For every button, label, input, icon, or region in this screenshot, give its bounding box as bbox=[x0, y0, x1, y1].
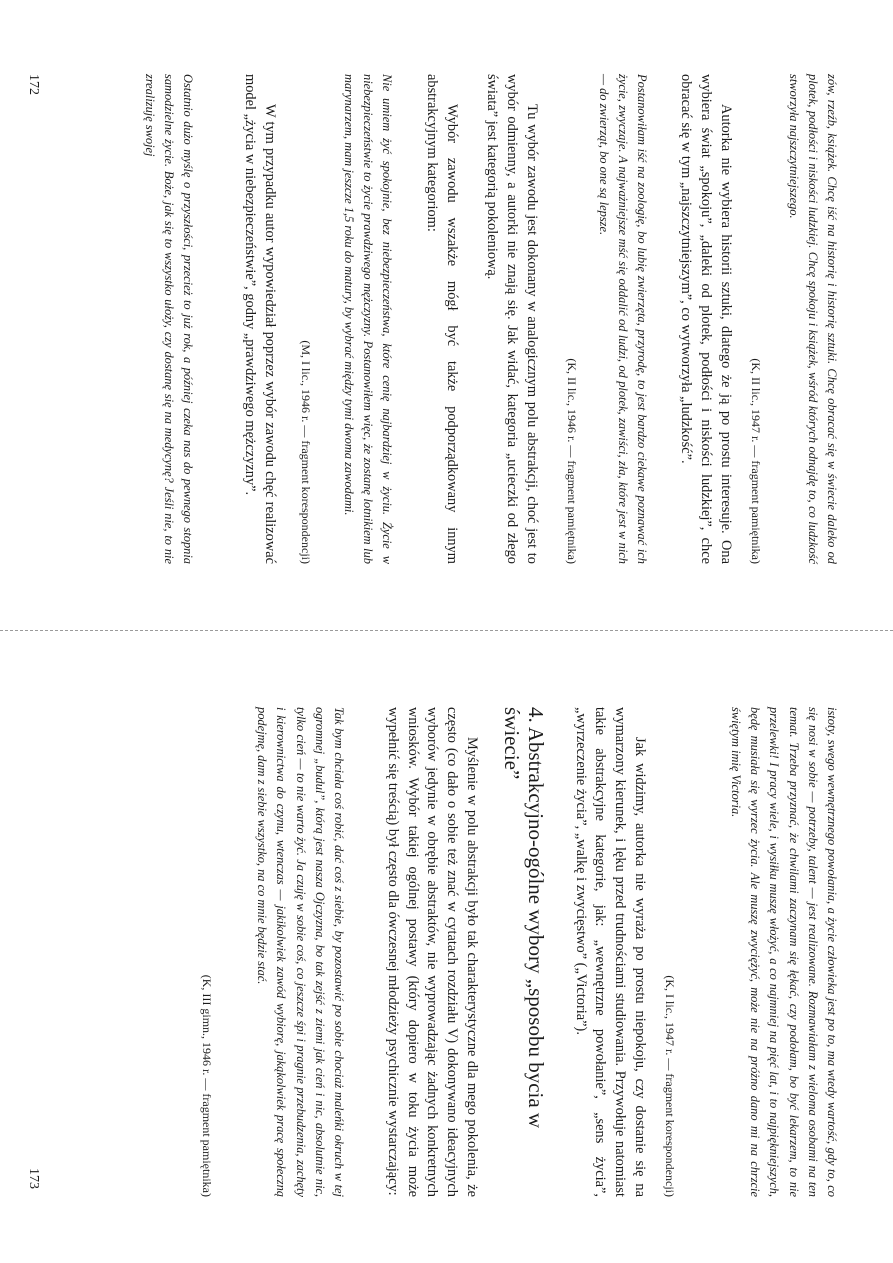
left-page bbox=[0, 0, 893, 630]
page-number: 172 bbox=[26, 74, 41, 95]
body-paragraph: Wybór zawodu wszakże mógł być także podporządkowany innym abstrakcyjnym kategoriom: bbox=[424, 74, 460, 564]
left-quote-1 bbox=[783, 74, 841, 564]
left-quote-3 bbox=[338, 74, 396, 564]
right-paragraph-1 bbox=[570, 707, 649, 1197]
body-paragraph: Autorka nie wybiera historii sztuki, dlatego że ją po prostu interesuje. Ona wybiera świat „spokoju”, „daleki od plotek, podłości i niskości ludzkiej”, chce obracać się w tym „najszczytniejszym”, co wytworzyła „ludzkość”. bbox=[678, 74, 734, 564]
left-paragraph-4 bbox=[239, 74, 279, 564]
left-quote-4 bbox=[139, 74, 197, 564]
right-quote-1 bbox=[726, 707, 841, 1197]
body-paragraph: Myślenie w polu abstrakcji było tak charakterystyczne dla mego pokolenia, że często (co dało o sobie też znać w cytatach rozdziału V) dokonywano ideacyjnych wyborów jedynie w obrębie abstraktów, nie wyprowadzając żadnych konkretnych wniosków. Wybór takiej ogólnej postawy (który dopiero w toku życia może wypełnić się treścią) był często dla ówczesnej młodzieży psychicznie wystarczający: bbox=[384, 707, 480, 1197]
right-source-1 bbox=[661, 707, 679, 1197]
left-paragraph-3 bbox=[421, 74, 461, 564]
quote-text: istoty, swego wewnętrznego powołania, a życie człowieka jest po to, ma wtedy wartość, gdy to, co się nosi w sobie — potrzeby, talent — jest realizowane. Rozmawiałam z wieloma osobami na ten temat. Trzeba przyznać, że chwilami zaczynam się łękać, czy podołam, bo być lekarzem, to nie przelewki! I pracy wiele, i wysiłku muszę włożyć, a co najmniej na pięć lat, i to najpiękniejszych, będę musiała się wyrzec życia. Ale muszę zwyciężyć, może nie na próżno dano mi na chrzcie świętym imię Victoria. bbox=[728, 707, 839, 1197]
body-paragraph: Tu wybór zawodu jest dokonany w analogicznym polu abstrakcji, choć jest to wybór odmienny, a autorki nie znają się. Jak widać, kategoria „ucieczki od złego świata” jest kategorią pokoleniową. bbox=[484, 74, 540, 564]
right-paragraph-2 bbox=[382, 707, 481, 1197]
left-source-3 bbox=[297, 74, 315, 564]
body-paragraph: Jak widzimy, autorka nie wyraża po prostu niepokoju, czy dostanie się na wymarzony kierunek, i lęku przed trudnościami studiowania. Przywołuje natomiast takie abstrakcyjne kategorie, jak: „wewnętrzne powołanie”, „sens życia”, „wyrzeczenie życia”, „walkę i zwycięstwo” („Victoria”). bbox=[572, 707, 648, 1197]
quote-text: Ostatnio dużo myślę o przyszłości, przecież to już rok, a później czeka nas do pewnego stopnia samodzielne życie. Boże, jak się to wszystko ułoży, czy dostanę się na medycynę? Jeśli nie, to nie zrealizuję swojej bbox=[142, 74, 195, 564]
left-source-1 bbox=[747, 74, 765, 564]
right-quote-2 bbox=[252, 707, 348, 1197]
page-number: 173 bbox=[26, 1168, 41, 1189]
quote-source: (K, II lic., 1946 r. — fragment pamiętnika) bbox=[565, 358, 579, 564]
right-page bbox=[0, 633, 893, 1263]
quote-source: (K, I lic., 1947 r. — fragment korespondencji) bbox=[663, 975, 677, 1197]
quote-text: zów, rzeźb, książek. Chcę iść na historię i historię sztuki. Chcę obracać się w świecie daleko od plotek, podłości i niskości ludzkiej. Chcę spokoju i książek, wśród których odnajdę to, co ludzkość stworzyła najszczytniejszego. bbox=[786, 74, 839, 564]
left-source-2 bbox=[563, 74, 581, 564]
quote-source: (K, III gimn., 1946 r. — fragment pamiętnika) bbox=[200, 974, 214, 1197]
body-paragraph: W tym przypadku autor wypowiedział poprzez wybór zawodu chęć realizować model „życia w niebezpieczeństwie”, godny „prawdziwego mężczyzny”. bbox=[242, 74, 278, 564]
left-paragraph-1 bbox=[676, 74, 735, 564]
quote-text: Postanowiłam iść na zoologię, bo lubię zwierzęta, przyrodę, to jest bardzo ciekawe poznawać ich życie, zwyczaje. A najważniejsze mść się oddalić od ludzi, od plotek, zawiści, zła, które jest w nich — do zwierząt, bo one są lepsze. bbox=[596, 74, 649, 564]
right-heading bbox=[500, 707, 548, 1197]
quote-source: (K, II lic., 1947 r. — fragment pamiętnika) bbox=[749, 358, 763, 564]
left-quote-2 bbox=[593, 74, 651, 564]
quote-text: Tak bym chciała coś robić, dać coś z siebie, by pozostawić po sobie chociaż maleńki okruch w tej ogromnej „budul”, którą jest nasza Ojczyzna, bo tak zejść z ziemi jak cień i nic, absolutnie nic, tylko cień — to nie warto żyć. Ja czuję w sobie coś, co jeszcze śpi i pragnie przebudzenia, zachęty i kierownictwa do czynu, wtenczas — jakikolwiek zawód wybiorę, jakąkolwiek pracę społeczną podejmę, dam z siebie wszystko, na co mnie będzie stać. bbox=[255, 707, 346, 1197]
quote-text: Nie umiem żyć spokojnie, bez niebezpieczeństwa, które cenię najbardziej w życiu. Życie w niebezpieczeństwie to życie prawdziwego mężczyzny. Postanowiłem więc, że zostanę lotnikiem lub marynarzem, mam jeszcze 1,5 roku do matury, by wybrać między tymi dwoma zawodami. bbox=[341, 74, 394, 564]
section-heading: 4. Abstrakcyjno-ogólne wybory „sposobu bycia w świecie” bbox=[500, 707, 548, 1129]
left-paragraph-2 bbox=[482, 74, 541, 564]
quote-source: (M, I lic., 1946 r. — fragment korespondencji) bbox=[299, 340, 313, 564]
right-source-2 bbox=[198, 707, 216, 1197]
page-fold-line bbox=[0, 630, 893, 631]
